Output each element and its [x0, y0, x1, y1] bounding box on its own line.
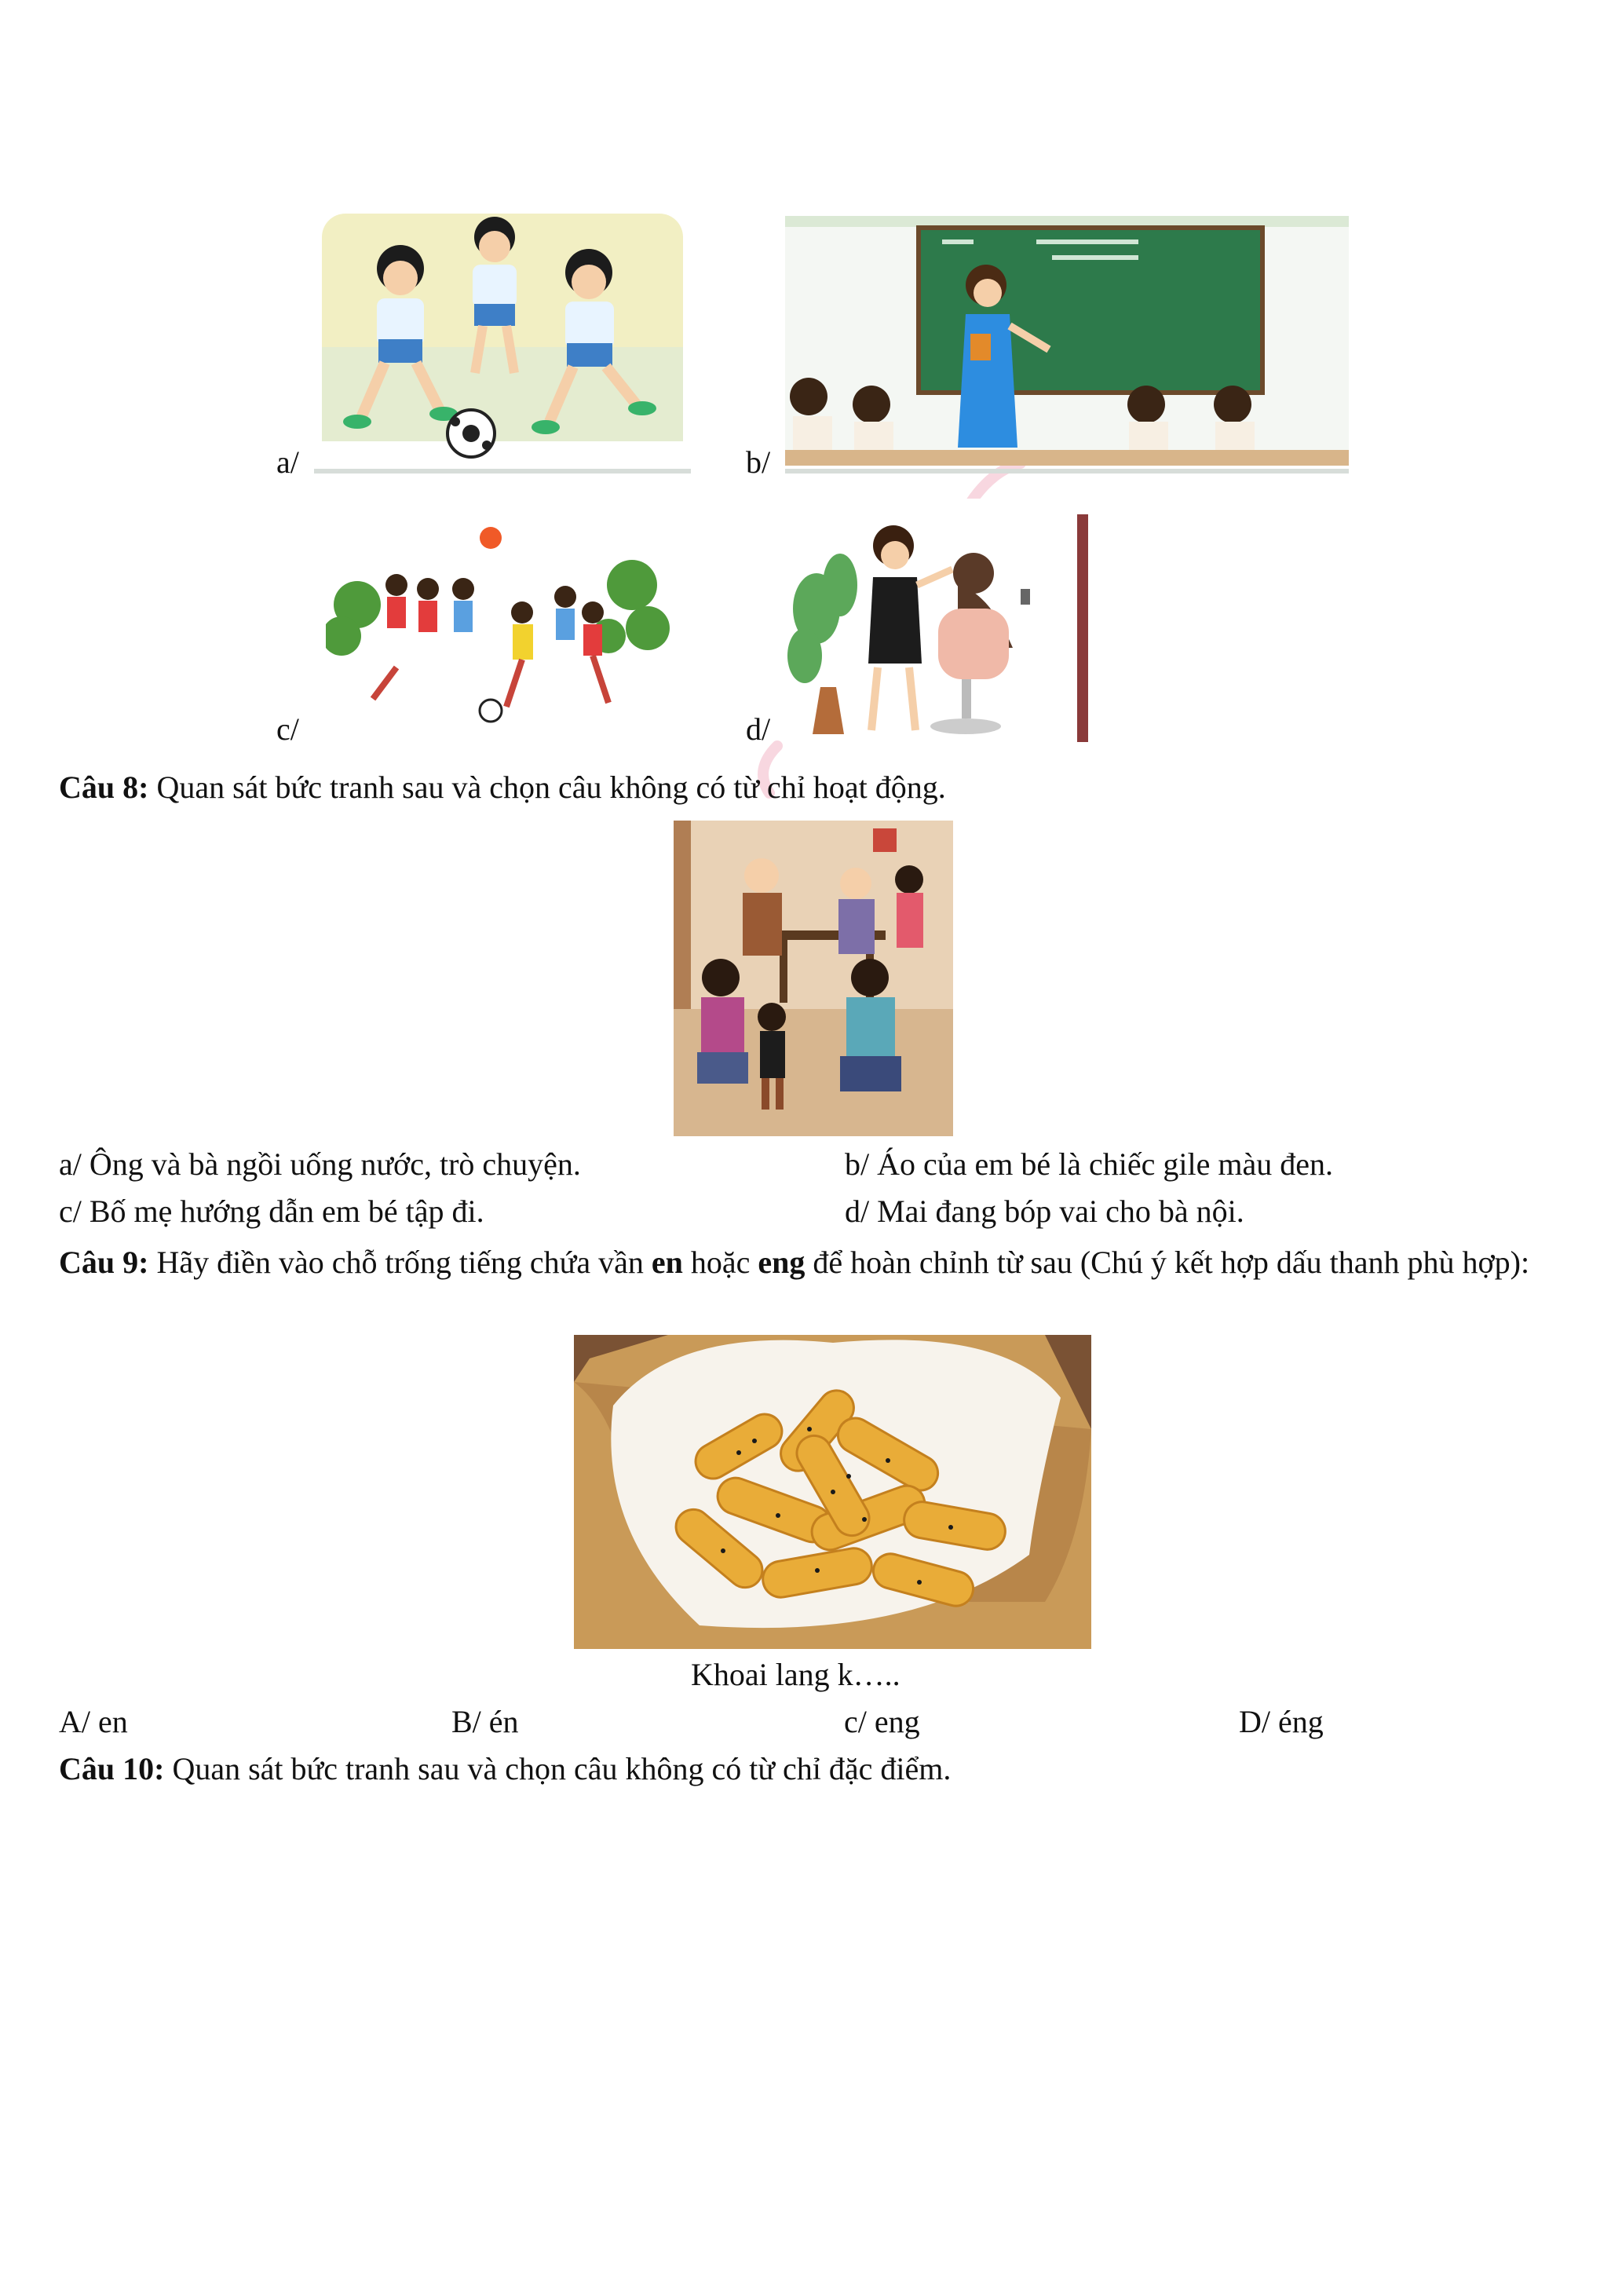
question-8-family-picture: [674, 821, 953, 1136]
question-9-sweet-potato-picture: [574, 1335, 1091, 1649]
question-9-option-b: B/ én: [451, 1704, 519, 1739]
question-10-number: Câu 10:: [59, 1751, 165, 1786]
question-9-number: Câu 9:: [59, 1245, 149, 1280]
question-9-option-c: c/ eng: [844, 1704, 920, 1739]
figure-a-boys-playing-football: [314, 206, 691, 465]
question-8-option-c: c/ Bố mẹ hướng dẫn em bé tập đi.: [59, 1194, 484, 1229]
figure-a-label: a/: [276, 444, 299, 480]
figure-d-hairdresser: [785, 499, 1099, 746]
figure-b-label: b/: [746, 444, 771, 480]
figure-a-underline: [314, 469, 691, 473]
question-9-rhyme-eng: eng: [758, 1245, 806, 1280]
figure-b-teacher-at-blackboard: [785, 216, 1349, 466]
question-8-option-b: b/ Áo của em bé là chiếc gile màu đen.: [845, 1146, 1333, 1182]
question-8-option-d: d/ Mai đang bóp vai cho bà nội.: [845, 1194, 1244, 1229]
figure-c-kids-playing-outdoors: [326, 510, 671, 746]
question-9-text-after: để hoàn chỉnh từ sau (Chú ý kết hợp dấu thanh phù hợp):: [805, 1245, 1530, 1280]
question-9-option-d: D/ éng: [1239, 1704, 1324, 1739]
figure-d-label: d/: [746, 711, 771, 747]
question-10: [59, 1749, 951, 1789]
figure-b-underline: [785, 469, 1349, 473]
question-10-text: Quan sát bức tranh sau và chọn câu không có từ chỉ đặc điểm.: [164, 1751, 952, 1786]
question-8-number: Câu 8:: [59, 770, 149, 805]
figure-c-label: c/: [276, 711, 299, 747]
question-9-caption: Khoai lang k…..: [691, 1657, 901, 1692]
question-9: [59, 1239, 1598, 1286]
question-9-rhyme-en: en: [651, 1245, 683, 1280]
question-8-text: Quan sát bức tranh sau và chọn câu không có từ chỉ hoạt động.: [148, 770, 946, 805]
question-9-text-before: Hãy điền vào chỗ trống tiếng chứa vần: [148, 1245, 652, 1280]
question-8: [59, 768, 946, 807]
question-8-option-a: a/ Ông và bà ngồi uống nước, trò chuyện.: [59, 1146, 581, 1182]
question-9-option-a: A/ en: [59, 1704, 128, 1739]
question-9-text-mid: hoặc: [682, 1245, 758, 1280]
